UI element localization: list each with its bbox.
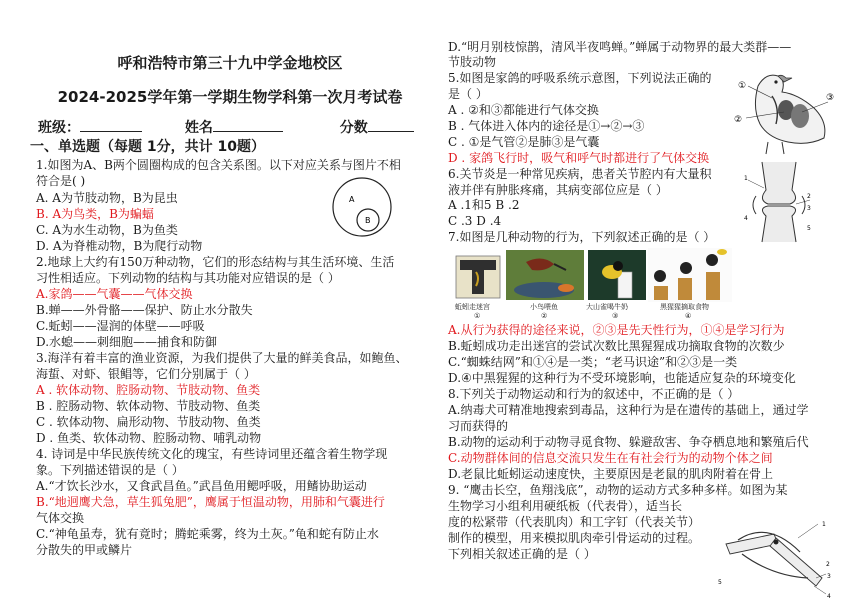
left-line: C . 软体动物、扁形动物、节肢动物、鱼类 xyxy=(36,415,261,429)
joint-number: 3 xyxy=(807,205,811,212)
student-info-row xyxy=(38,119,414,135)
bird-number: ③ xyxy=(826,93,835,103)
right-line: A.从行为获得的途径来说，②③是先天性行为，①④是学习行为 xyxy=(448,323,785,337)
right-line: A . ②和③都能进行气体交换 xyxy=(448,103,599,117)
left-line: B.“地迥鹰犬急，草生狐兔肥”，鹰属于恒温动物，用肺和气囊进行 xyxy=(36,495,385,509)
left-line: 符合是( ) xyxy=(36,174,86,188)
behavior-number: ① xyxy=(474,312,481,320)
model-number: 2 xyxy=(826,561,830,568)
left-line: B . 腔肠动物、软体动物、节肢动物、鱼类 xyxy=(36,399,261,413)
behavior-number: ② xyxy=(541,312,548,320)
score-label: 分数 xyxy=(339,120,368,136)
inclusion-circle-diagram xyxy=(330,176,394,238)
model-number: 4 xyxy=(827,593,831,600)
behavior-caption: 蚯蚓走迷宫 xyxy=(455,303,490,311)
left-line: 4. 诗词是中华民族传统文化的瑰宝，有些诗词里还蕴含着生物学现 xyxy=(36,447,388,461)
behavior-number: ③ xyxy=(612,312,619,320)
left-line: B.蝉——外骨骼——保护、防止水分散失 xyxy=(36,303,253,317)
right-line: 下列相关叙述正确的是（ ） xyxy=(448,547,596,561)
left-line: 习性相适应。下列动物的结构与其功能对应错误的是（ ） xyxy=(36,271,340,285)
behavior-caption: 大山雀喝牛奶 xyxy=(586,303,628,311)
model-number: 1 xyxy=(822,521,826,528)
behavior-number: ④ xyxy=(685,312,692,320)
muscle-bone-model-diagram xyxy=(718,518,834,602)
right-line: 6.关节炎是一种常见疾病，患者关节腔内有大量积 xyxy=(448,167,712,181)
right-line: 7.如图是几种动物的行为，下列叙述正确的是（ ） xyxy=(448,230,716,244)
left-line: 分散失的甲或鳞片 xyxy=(36,543,133,557)
right-line: 度的松紧带（代表肌肉）和工字钉（代表关节） xyxy=(448,515,701,529)
left-line: A.“才饮长沙水，又食武昌鱼。”武昌鱼用鳃呼吸，用鳍协助运动 xyxy=(36,479,367,493)
left-line: 1.如图为A、B两个圆圈构成的包含关系图。以下对应关系与图片不相 xyxy=(36,158,401,172)
left-line: D.水螅——刺细胞——捕食和防御 xyxy=(36,335,218,349)
right-line: C.动物群体间的信息交流只发生在有社会行为的动物个体之间 xyxy=(448,451,773,465)
score-blank[interactable] xyxy=(368,119,414,132)
right-line: B.动物的运动利于动物寻觅食物、躲避敌害、争夺栖息地和繁殖后代 xyxy=(448,435,809,449)
left-line: D . 鱼类、软体动物、腔肠动物、哺乳动物 xyxy=(36,431,262,445)
right-line: A .1和5 B .2 xyxy=(448,198,520,212)
class-label: 班级： xyxy=(38,120,80,136)
right-line: B . 气体进入体内的途径是①→②→③ xyxy=(448,119,645,133)
left-line: C.“神龟虽寿，犹有竟时；腾蛇乘雾，终为土灰。”龟和蛇有防止水 xyxy=(36,527,379,541)
joint-structure-diagram xyxy=(744,160,814,246)
right-line: D.老鼠比蚯蚓运动速度快，主要原因是老鼠的肌肉附着在骨上 xyxy=(448,467,774,481)
right-line: 习而获得的 xyxy=(448,419,509,433)
left-line: C. A为水生动物，B为鱼类 xyxy=(36,223,178,237)
pigeon-respiratory-diagram xyxy=(728,68,838,160)
tit-drinking-milk-image xyxy=(588,250,646,300)
right-line: 8.下列关于动物运动和行为的叙述中，不正确的是（ ） xyxy=(448,387,740,401)
behavior-caption: 小鸟喂鱼 xyxy=(530,303,558,311)
right-line: D.④中黑猩猩的这种行为不受环境影响，也能适应复杂的环境变化 xyxy=(448,371,796,385)
left-line: B. A为鸟类，B为蝙蝠 xyxy=(36,207,154,221)
left-line: C.蚯蚓——湿润的体壁——呼吸 xyxy=(36,319,205,333)
right-line: A.纳毒犬可精准地搜索到毒品，这种行为是在遗传的基础上，通过学 xyxy=(448,403,809,417)
bird-number: ② xyxy=(734,115,743,125)
joint-number: 5 xyxy=(807,225,811,232)
right-line: B.蚯蚓成功走出迷宫的尝试次数比黑猩猩成功摘取食物的次数少 xyxy=(448,339,785,353)
joint-number: 4 xyxy=(744,215,748,222)
right-line: 制作的模型，用来模拟肌肉牵引骨运动的过程。 xyxy=(448,531,701,545)
left-line: A. A为节肢动物，B为昆虫 xyxy=(36,191,178,205)
bird-feeding-fish-image xyxy=(506,250,584,300)
left-line: D. A为脊椎动物，B为爬行动物 xyxy=(36,239,203,253)
left-line: 2.地球上大约有150万种动物，它们的形态结构与其生活环境、生活 xyxy=(36,255,395,269)
left-line: 气体交换 xyxy=(36,511,85,525)
model-number: 3 xyxy=(827,573,831,580)
left-line: 3.海洋有着丰富的渔业资源，为我们提供了大量的鲜美食品，如鲍鱼、 xyxy=(36,351,408,365)
exam-title: 2024-2025学年第一学期生物学科第一次月考试卷 xyxy=(57,88,403,106)
left-line: A . 软体动物、腔肠动物、节肢动物、鱼类 xyxy=(36,383,261,397)
class-blank[interactable] xyxy=(80,119,142,132)
joint-number: 1 xyxy=(744,175,748,182)
earthworm-maze-image xyxy=(454,252,502,300)
right-line: 节肢动物 xyxy=(448,55,497,69)
right-line: D.“明月别枝惊鹊，清风半夜鸣蝉。”蝉属于动物界的最大类群—— xyxy=(448,40,792,54)
joint-number: 2 xyxy=(807,193,811,200)
circle-label-a: A xyxy=(349,195,355,204)
right-line: D . 家鸽飞行时，吸气和呼气时都进行了气体交换 xyxy=(448,151,710,165)
name-label: 姓名 xyxy=(184,120,213,136)
right-line: C .3 D .4 xyxy=(448,214,502,228)
school-title: 呼和浩特市第三十九中学金地校区 xyxy=(117,54,343,72)
model-number: 5 xyxy=(718,579,722,586)
right-line: 是（ ） xyxy=(448,87,488,101)
left-line: A.家鸽——气囊——气体交换 xyxy=(36,287,193,301)
right-line: 5.如图是家鸽的呼吸系统示意图，下列说法正确的 xyxy=(448,71,712,85)
name-blank[interactable] xyxy=(213,119,283,132)
chimpanzee-stacking-boxes-image xyxy=(648,248,732,302)
right-line: C . ①是气管②是肺③是气囊 xyxy=(448,135,600,149)
left-line: 海蜇、对虾、银鲳等，它们分别属于（ ） xyxy=(36,367,256,381)
right-line: 生物学习小组利用硬纸板（代表骨），适当长 xyxy=(448,499,683,513)
section-heading: 一、单选题（每题 1分，共计 10题） xyxy=(30,139,265,155)
bird-number: ① xyxy=(738,81,747,91)
right-line: 9. “鹰击长空，鱼翔浅底”，动物的运动方式多种多样。如图为某 xyxy=(448,483,788,497)
circle-label-b: B xyxy=(365,216,371,225)
left-line: 象。下列描述错误的是（ ） xyxy=(36,463,184,477)
right-line: C.“蜘蛛结网”和①④是一类；“老马识途”和②③是一类 xyxy=(448,355,738,369)
right-line: 液并伴有肿胀疼痛，其病变部位应是（ ） xyxy=(448,183,668,197)
behavior-caption: 黑猩猩摘取食物 xyxy=(660,303,709,311)
